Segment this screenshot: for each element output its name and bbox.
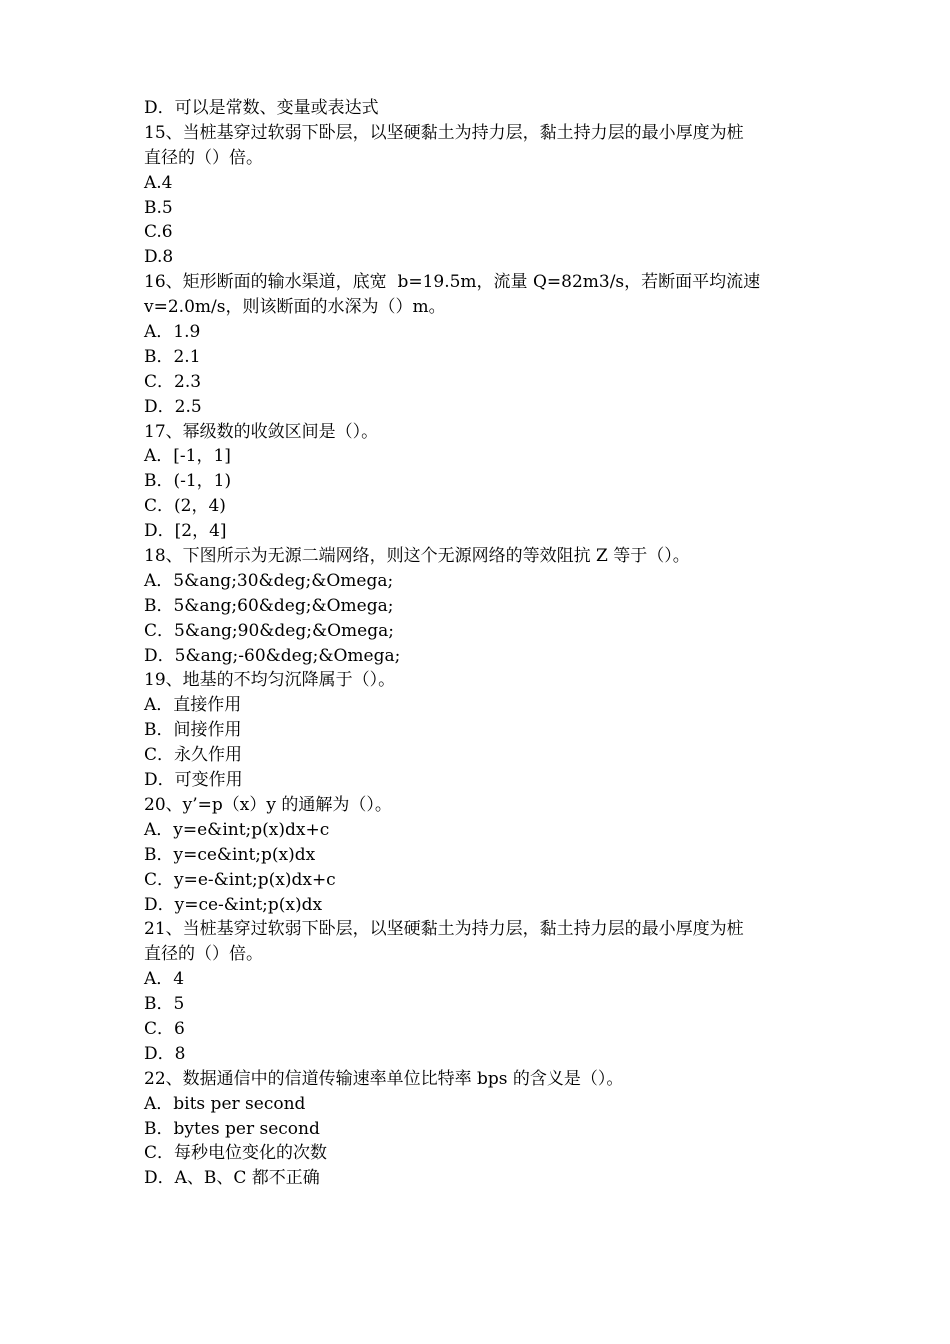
option-line: D.8 [144, 247, 174, 268]
text-line: D．可以是常数、变量或表达式 [144, 98, 379, 118]
question-15-stem: 15、当桩基穿过软弱下卧层，以坚硬黏土为持力层，黏土持力层的最小厚度为桩 [144, 122, 744, 143]
question-21-stem: 21、当桩基穿过软弱下卧层，以坚硬黏土为持力层，黏土持力层的最小厚度为桩 [144, 919, 744, 940]
question-20-stem: 20、y’=p（x）y 的通解为（）。 [144, 794, 392, 815]
question-22-stem: 22、数据通信中的信道传输速率单位比特率 bps 的含义是（）。 [144, 1068, 624, 1089]
option-line: C．每秒电位变化的次数 [144, 1143, 328, 1164]
option-line: C．5&ang;90&deg;&Omega; [144, 620, 394, 641]
question-16-stem-cont: v=2.0m/s，则该断面的水深为（）m。 [144, 297, 446, 318]
option-line: C．(2，4) [144, 496, 226, 517]
option-line: B．bytes per second [144, 1118, 320, 1139]
option-line: A．bits per second [144, 1093, 306, 1114]
option-line: D．可变作用 [144, 770, 243, 791]
option-line: C．永久作用 [144, 745, 243, 766]
option-line: A．y=e&int;p(x)dx+c [144, 819, 330, 840]
option-line: A．1.9 [144, 322, 201, 343]
option-line: D．[2，4] [144, 521, 227, 542]
option-line: B.5 [144, 197, 173, 218]
option-line: B．5&ang;60&deg;&Omega; [144, 595, 394, 616]
option-line: A．4 [144, 969, 185, 990]
option-line: A．[-1，1] [144, 446, 231, 467]
option-line: C.6 [144, 222, 173, 243]
option-line: A.4 [144, 172, 173, 193]
option-line: C．y=e-&int;p(x)dx+c [144, 869, 336, 890]
question-16-stem: 16、矩形断面的输水渠道，底宽 b=19.5m，流量 Q=82m3/s，若断面平均流速 [144, 272, 761, 293]
option-line: D．y=ce-&int;p(x)dx [144, 894, 323, 915]
question-18-stem: 18、下图所示为无源二端网络，则这个无源网络的等效阻抗 Z 等于（）。 [144, 546, 690, 567]
option-line: B．2.1 [144, 346, 201, 367]
option-line: C．6 [144, 1018, 185, 1039]
option-line: B．(-1，1) [144, 471, 232, 492]
question-21-stem-cont: 直径的（）倍。 [144, 944, 263, 965]
option-line: D．5&ang;-60&deg;&Omega; [144, 645, 401, 666]
option-line: D．A、B、C 都不正确 [144, 1168, 320, 1189]
question-19-stem: 19、地基的不均匀沉降属于（）。 [144, 670, 396, 691]
question-17-stem: 17、幂级数的收敛区间是（）。 [144, 421, 379, 442]
option-line: B．5 [144, 994, 185, 1015]
option-line: D．8 [144, 1043, 186, 1064]
document-page [144, 96, 814, 1191]
option-line: A．直接作用 [144, 695, 242, 716]
option-line: B．间接作用 [144, 720, 242, 741]
option-line: B．y=ce&int;p(x)dx [144, 844, 316, 865]
option-line: D．2.5 [144, 396, 202, 417]
option-line: A．5&ang;30&deg;&Omega; [144, 570, 394, 591]
question-15-stem-cont: 直径的（）倍。 [144, 147, 263, 168]
option-line: C．2.3 [144, 371, 202, 392]
